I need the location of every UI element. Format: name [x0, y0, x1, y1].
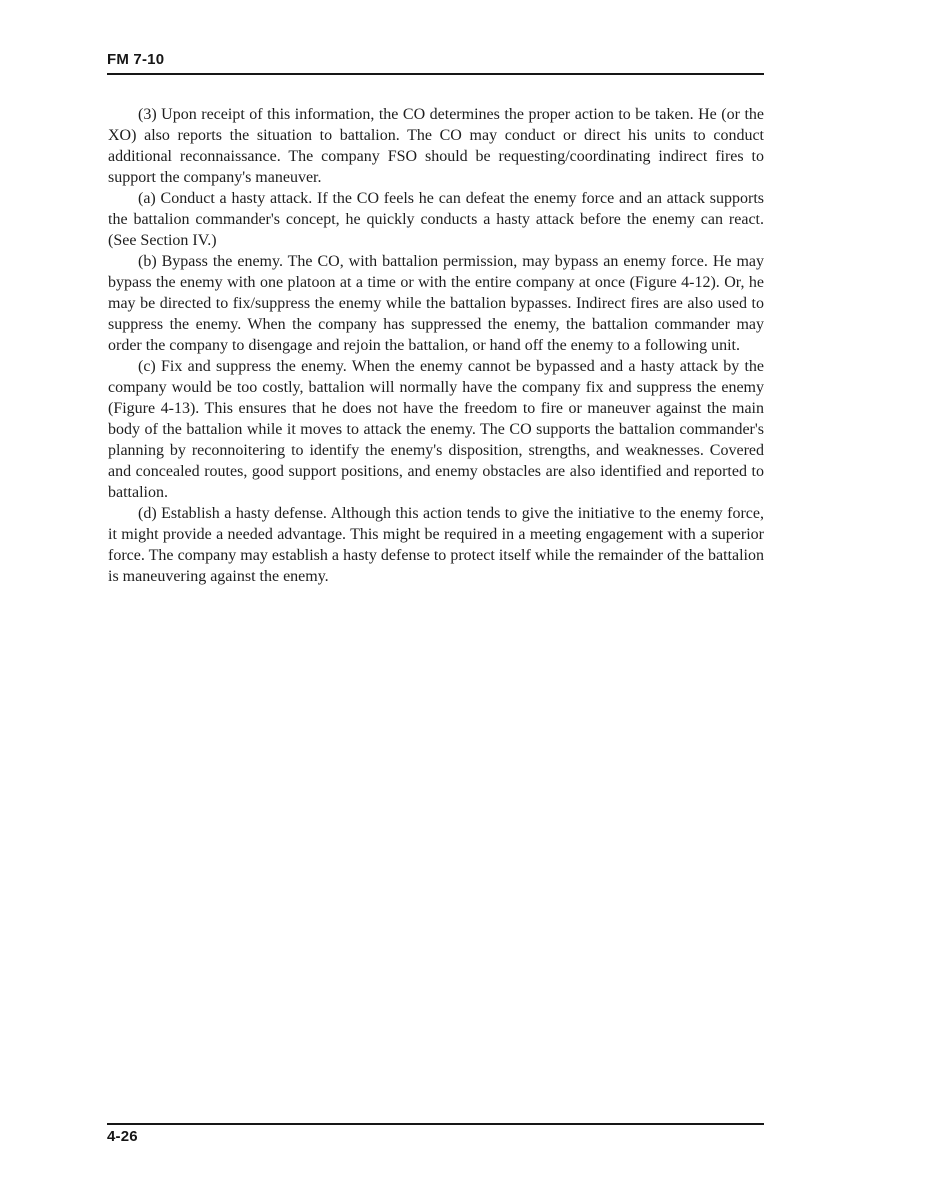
footer-rule: [107, 1123, 764, 1125]
page-number: 4-26: [107, 1128, 138, 1145]
paragraph-c: (c) Fix and suppress the enemy. When the enemy cannot be bypassed and a hasty attack by the company would be too costly, battalion will normally have the company fix and suppress the enemy (Figure 4-13). This ensures that he does not have the freedom to fire or maneuver against the main body of the battalion while it moves to attack the enemy. The CO supports the battalion commander's planning by reconnoitering to identify the enemy's disposition, strengths, and weaknesses. Covered and concealed routes, good support positions, and enemy obstacles are also identified and reported to battalion.: [108, 358, 764, 501]
header-rule: [107, 73, 764, 75]
paragraph-d: (d) Establish a hasty defense. Although this action tends to give the initiative to the enemy force, it might provide a needed advantage. This might be required in a meeting engagement with a superior force. The company may establish a hasty defense to protect itself while the remainder of the battalion is maneuvering against the enemy.: [108, 505, 764, 585]
paragraph-b: (b) Bypass the enemy. The CO, with battalion permission, may bypass an enemy force. He may bypass the enemy with one platoon at a time or with the entire company at once (Figure 4-12). Or, he may be directed to fix/suppress the enemy while the battalion bypasses. Indirect fires are also used to suppress the enemy. When the company has suppressed the enemy, the battalion commander may order the company to disengage and rejoin the battalion, or hand off the enemy to a following unit.: [108, 253, 764, 354]
paragraph-a: (a) Conduct a hasty attack. If the CO feels he can defeat the enemy force and an attack supports the battalion commander's concept, he quickly conducts a hasty attack before the enemy can react. (See Section IV.): [108, 190, 764, 249]
page-body: [108, 104, 764, 587]
document-id: FM 7-10: [107, 51, 165, 68]
paragraph-3: (3) Upon receipt of this information, the CO determines the proper action to be taken. He (or the XO) also reports the situation to battalion. The CO may conduct or direct his units to conduct additional reconnaissance. The company FSO should be requesting/coordinating indirect fires to support the company's maneuver.: [108, 106, 764, 186]
page-footer: [107, 1123, 764, 1146]
page-header: [107, 0, 764, 75]
